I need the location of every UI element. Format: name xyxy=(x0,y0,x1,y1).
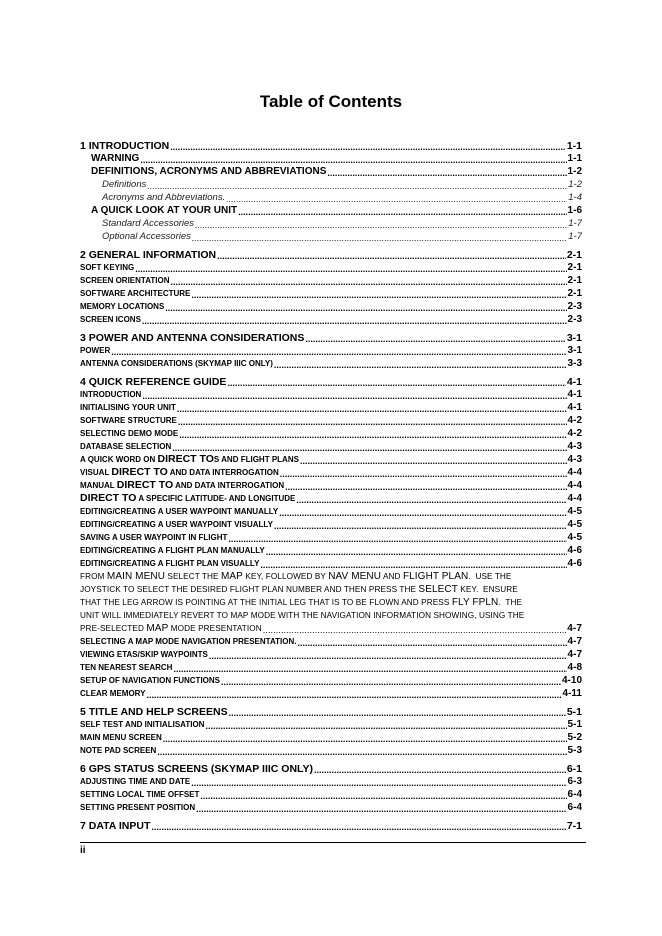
toc-entry-text: ANTENNA CONSIDERATIONS (SKYMAP IIIC ONLY) xyxy=(80,359,273,368)
toc-entry[interactable] xyxy=(80,557,582,570)
dot-leader xyxy=(217,251,566,261)
toc-page-number: 4-10 xyxy=(561,675,582,686)
toc-entry-text: 2 GENERAL INFORMATION xyxy=(80,249,217,261)
toc-page-number: 4-6 xyxy=(567,558,582,569)
toc-entry[interactable] xyxy=(80,453,582,466)
toc-page-number: 4-2 xyxy=(567,415,582,426)
toc-entry-text: INTRODUCTION xyxy=(80,390,142,399)
toc-entry-title xyxy=(80,466,279,479)
toc-entry-title xyxy=(80,763,313,775)
toc-entry[interactable] xyxy=(80,492,582,505)
toc-page-number: 5-1 xyxy=(566,706,582,718)
toc-paragraph-line xyxy=(80,583,582,596)
toc-entry[interactable] xyxy=(80,705,582,718)
toc-entry-text: Standard Accessories xyxy=(102,218,195,229)
toc-entry[interactable] xyxy=(80,674,582,687)
toc-entry-text: SOFTWARE ARCHITECTURE xyxy=(80,289,191,298)
toc-page-number: 2-1 xyxy=(566,249,582,261)
toc-entry[interactable] xyxy=(80,544,582,557)
toc-page-number: 1-7 xyxy=(568,218,582,229)
toc-entry-title xyxy=(80,820,150,832)
toc-page-number: 1-6 xyxy=(567,205,582,216)
toc-page-number: 4-7 xyxy=(567,636,582,647)
toc-page-number: 4-7 xyxy=(567,623,582,634)
toc-entry-text: VIEWING ETAS/SKIP WAYPOINTS xyxy=(80,650,208,659)
toc-entry[interactable] xyxy=(80,505,582,518)
toc-entry[interactable] xyxy=(80,718,582,731)
toc-entry-text: SAVING A USER WAYPOINT IN FLIGHT xyxy=(80,533,228,542)
paragraph-text: SELECT THE xyxy=(165,572,221,581)
dot-leader xyxy=(297,638,566,648)
toc-entry-title xyxy=(80,732,162,744)
paragraph-text: MODE PRESENTATION xyxy=(168,624,262,633)
toc-entry-text: EDITING/CREATING A FLIGHT PLAN VISUALLY xyxy=(80,559,260,568)
toc-entry-emphasis: DIRECT TO xyxy=(111,466,168,478)
dot-leader xyxy=(147,181,567,191)
toc-entry-text: CLEAR MEMORY xyxy=(80,689,146,698)
toc-page-number: 1-1 xyxy=(566,140,582,152)
toc-entry-title xyxy=(80,545,265,557)
toc-entry-text: POWER xyxy=(80,346,111,355)
toc-entry-title xyxy=(80,479,284,492)
toc-entry-title xyxy=(80,688,145,700)
toc-page-number: 4-5 xyxy=(567,519,582,530)
dot-leader xyxy=(111,347,566,357)
toc-entry-text: MANUAL xyxy=(80,481,117,490)
toc-entry[interactable] xyxy=(80,375,582,388)
toc-entry-title xyxy=(91,153,139,165)
toc-entry[interactable] xyxy=(80,261,582,274)
dot-leader xyxy=(260,560,566,570)
toc-entry-text: EDITING/CREATING A USER WAYPOINT VISUALLY xyxy=(80,520,273,529)
toc-page-number: 3-1 xyxy=(566,332,582,344)
toc-entry-title xyxy=(91,205,237,217)
toc-entry-title xyxy=(80,428,178,440)
toc-entry-title xyxy=(80,789,199,801)
toc-entry-text: SETTING PRESENT POSITION xyxy=(80,803,196,812)
toc-page-number: 5-3 xyxy=(567,745,582,756)
paragraph-emphasis: SELECT xyxy=(418,584,458,595)
toc-entry-text: Optional Accessories xyxy=(102,231,191,242)
toc-entry[interactable] xyxy=(80,217,582,230)
toc-page-number: 3-3 xyxy=(567,358,582,369)
toc-entry-title xyxy=(80,662,172,674)
toc-entry-text: Acronyms and Abbreviations. xyxy=(102,192,226,203)
toc-entry-title xyxy=(80,558,259,570)
toc-entry[interactable] xyxy=(80,661,582,674)
toc-page-number: 5-2 xyxy=(567,732,582,743)
toc-entry[interactable] xyxy=(80,518,582,531)
toc-entry[interactable] xyxy=(80,466,582,479)
toc-page-number: 1-1 xyxy=(567,153,582,164)
paragraph-text: KEY. ENSURE xyxy=(457,585,518,594)
toc-entry[interactable] xyxy=(80,331,582,344)
dot-leader xyxy=(266,547,567,557)
toc-entry-text: SELF TEST AND INITIALISATION xyxy=(80,720,205,729)
toc-entry[interactable] xyxy=(80,635,582,648)
toc-page-number: 6-4 xyxy=(567,802,582,813)
toc-entry-title xyxy=(80,441,171,453)
dot-leader xyxy=(205,721,566,731)
dot-leader xyxy=(285,482,566,492)
dot-leader xyxy=(151,822,565,832)
dot-leader xyxy=(163,734,567,744)
paragraph-emphasis: NAV MENU xyxy=(328,571,382,582)
paragraph-emphasis: FLIGHT PLAN xyxy=(402,571,469,582)
dot-leader xyxy=(172,443,566,453)
toc-entry-text: Definitions xyxy=(102,179,147,190)
toc-page-number: 4-2 xyxy=(567,428,582,439)
toc-entry-text: MAIN MENU SCREEN xyxy=(80,733,162,742)
toc-entry[interactable] xyxy=(80,801,582,814)
toc-entry-text: 4 QUICK REFERENCE GUIDE xyxy=(80,376,227,388)
dot-leader xyxy=(300,456,567,466)
dot-leader xyxy=(280,469,567,479)
toc-page-number: 6-4 xyxy=(567,789,582,800)
toc-entry-emphasis: DIRECT TO xyxy=(116,479,174,491)
toc-entry[interactable] xyxy=(80,178,582,191)
dot-leader xyxy=(226,194,567,204)
toc-entry-text: VISUAL xyxy=(80,468,112,477)
toc-entry-title xyxy=(80,275,169,287)
toc-entry[interactable] xyxy=(80,427,582,440)
toc-entry-text-rest: AND DATA INTERROGATION xyxy=(167,468,279,477)
toc-entry-text-rest: S AND FLIGHT PLANS xyxy=(213,455,299,464)
toc-entry[interactable] xyxy=(80,401,582,414)
toc-page-number: 1-2 xyxy=(568,179,582,190)
toc-page-number: 4-11 xyxy=(562,688,582,699)
dot-leader xyxy=(263,625,566,635)
paragraph-text: PRE-SELECTED xyxy=(80,624,147,633)
toc-entry-text: A QUICK WORD ON xyxy=(80,455,158,464)
dot-leader xyxy=(191,290,566,300)
toc-entry-title xyxy=(80,249,216,261)
toc-page-number: 4-5 xyxy=(567,532,582,543)
toc-entry-title xyxy=(80,492,295,505)
dot-leader xyxy=(170,142,566,152)
toc-page-number: 7-1 xyxy=(566,820,582,832)
page-title: Table of Contents xyxy=(259,92,403,111)
toc-entry[interactable] xyxy=(80,274,582,287)
dot-leader xyxy=(146,690,561,700)
toc-entry-title xyxy=(80,519,273,531)
toc-entry-text: SELECTING DEMO MODE xyxy=(80,429,179,438)
dot-leader xyxy=(279,508,566,518)
toc-entry[interactable] xyxy=(80,819,582,832)
toc-entry-text: SETTING LOCAL TIME OFFSET xyxy=(80,790,200,799)
dot-leader xyxy=(165,303,566,313)
dot-leader xyxy=(192,233,567,243)
toc-entry-title xyxy=(80,745,156,757)
paragraph-emphasis: FLY FPLN xyxy=(451,597,499,608)
toc-page-number: 2-3 xyxy=(567,314,582,325)
toc-page-number: 5-1 xyxy=(567,719,582,730)
toc-entry-title xyxy=(80,288,190,300)
toc-paragraph-line xyxy=(80,570,582,583)
toc-entry-text: SOFT KEYING xyxy=(80,263,135,272)
toc-page-number: 1-2 xyxy=(567,166,582,177)
toc-entry-title xyxy=(80,301,164,313)
toc-page-number: 1-7 xyxy=(568,231,582,242)
toc-entry-title xyxy=(80,402,176,414)
toc-entry-text: A QUICK LOOK AT YOUR UNIT xyxy=(91,205,238,216)
toc-paragraph-line xyxy=(80,609,582,622)
toc-entry-text-rest: A SPECIFIC LATITUDE- AND LONGITUDE xyxy=(136,494,296,503)
dot-leader xyxy=(177,404,567,414)
paragraph-text: KEY, FOLLOWED BY xyxy=(242,572,329,581)
toc-page-number: 4-3 xyxy=(567,454,582,465)
dot-leader xyxy=(195,220,567,230)
page-number: ii xyxy=(80,845,86,856)
toc-entry-text: INITIALISING YOUR UNIT xyxy=(80,403,176,412)
toc-entry-text: SCREEN ORIENTATION xyxy=(80,276,170,285)
toc-entry-text-rest: AND DATA INTERROGATION xyxy=(173,481,285,490)
toc-page-number: 4-4 xyxy=(567,493,582,504)
toc-entry-text: MEMORY LOCATIONS xyxy=(80,302,165,311)
toc-entry[interactable] xyxy=(80,414,582,427)
dot-leader xyxy=(173,664,566,674)
toc-entry-emphasis: DIRECT TO xyxy=(157,453,214,465)
toc-page-number: 4-1 xyxy=(567,389,582,400)
toc-entry[interactable] xyxy=(80,687,582,700)
toc-page-number: 4-8 xyxy=(567,662,582,673)
toc-page-number: 4-1 xyxy=(567,402,582,413)
toc-entry[interactable] xyxy=(80,388,582,401)
toc-entry-title xyxy=(80,453,299,466)
toc-page-number: 2-1 xyxy=(567,262,582,273)
paragraph-emphasis: MAP xyxy=(146,623,169,634)
dot-leader xyxy=(227,378,565,388)
toc-entry-title xyxy=(102,192,225,204)
dot-leader xyxy=(327,168,566,178)
toc-entry-title xyxy=(80,376,226,388)
toc-entry-title xyxy=(80,532,227,544)
footer-rule xyxy=(80,842,586,843)
toc-entry-text: SOFTWARE STRUCTURE xyxy=(80,416,177,425)
toc-entry[interactable] xyxy=(80,731,582,744)
toc-entry[interactable] xyxy=(80,313,582,326)
toc-entry[interactable] xyxy=(80,248,582,261)
toc-page-number: 2-1 xyxy=(567,275,582,286)
toc-entry-title xyxy=(80,314,141,326)
toc-entry[interactable] xyxy=(80,287,582,300)
dot-leader xyxy=(142,391,566,401)
toc-entry-title xyxy=(80,706,228,718)
toc-entry[interactable] xyxy=(80,152,582,165)
toc-list xyxy=(80,139,582,832)
dot-leader xyxy=(229,708,566,718)
toc-page-number: 6-3 xyxy=(567,776,582,787)
toc-entry[interactable] xyxy=(80,479,582,492)
toc-entry-text: 1 INTRODUCTION xyxy=(80,140,170,152)
toc-entry[interactable] xyxy=(80,230,582,243)
paragraph-text: THAT THE LEG ARROW IS POINTING AT THE INITIAL LEG THAT IS TO BE FLOWN AND PRESS xyxy=(80,598,452,607)
toc-entry-title xyxy=(80,262,134,274)
toc-entry-text: SETUP OF NAVIGATION FUNCTIONS xyxy=(80,676,221,685)
dot-leader xyxy=(191,778,566,788)
dot-leader xyxy=(140,155,566,165)
toc-entry[interactable] xyxy=(80,648,582,661)
paragraph-text: FROM xyxy=(80,572,107,581)
toc-entry-text: DEFINITIONS, ACRONYMS AND ABBREVIATIONS xyxy=(91,166,327,177)
toc-entry[interactable] xyxy=(80,165,582,178)
toc-page-number: 4-4 xyxy=(567,467,582,478)
dot-leader xyxy=(170,277,566,287)
toc-page-number: 4-3 xyxy=(567,441,582,452)
toc-entry-text: ADJUSTING TIME AND DATE xyxy=(80,777,191,786)
toc-entry-title xyxy=(80,506,278,518)
toc-page-number: 1-4 xyxy=(568,192,582,203)
dot-leader xyxy=(274,360,567,370)
toc-entry[interactable] xyxy=(80,344,582,357)
toc-entry-text: SCREEN ICONS xyxy=(80,315,141,324)
toc-entry-text: WARNING xyxy=(91,153,140,164)
toc-entry-text: EDITING/CREATING A FLIGHT PLAN MANUALLY xyxy=(80,546,265,555)
paragraph-emphasis: MAIN MENU xyxy=(106,571,166,582)
toc-entry-text: DATABASE SELECTION xyxy=(80,442,172,451)
toc-page-number: 6-1 xyxy=(566,763,582,775)
dot-leader xyxy=(179,430,566,440)
toc-entry-text: 7 DATA INPUT xyxy=(80,820,151,832)
toc-entry[interactable] xyxy=(80,788,582,801)
toc-entry-title xyxy=(80,776,190,788)
dot-leader xyxy=(178,417,567,427)
toc-page-number: 2-1 xyxy=(567,288,582,299)
toc-entry-title xyxy=(80,719,204,731)
dot-leader xyxy=(196,804,566,814)
toc-entry[interactable] xyxy=(80,440,582,453)
toc-entry-title xyxy=(80,649,208,661)
toc-page-number: 4-1 xyxy=(566,376,582,388)
toc-entry-title xyxy=(80,636,296,648)
dot-leader xyxy=(274,521,567,531)
toc-entry[interactable] xyxy=(80,300,582,313)
toc-entry-text: NOTE PAD SCREEN xyxy=(80,746,157,755)
paragraph-text: . THE xyxy=(498,598,523,607)
dot-leader xyxy=(228,534,566,544)
toc-paragraph-line xyxy=(80,596,582,609)
dot-leader xyxy=(238,207,566,217)
dot-leader xyxy=(209,651,567,661)
paragraph-text: AND xyxy=(381,572,403,581)
toc-entry-emphasis: DIRECT TO xyxy=(80,492,137,504)
toc-entry-title xyxy=(102,231,191,243)
toc-page-number: 2-3 xyxy=(567,301,582,312)
toc-entry[interactable] xyxy=(80,191,582,204)
toc-page-number: 3-1 xyxy=(567,345,582,356)
toc-entry[interactable] xyxy=(80,204,582,217)
toc-entry-title xyxy=(80,415,177,427)
toc-entry-title xyxy=(80,345,110,357)
toc-entry-title xyxy=(80,389,141,401)
toc-entry[interactable] xyxy=(80,531,582,544)
toc-entry-title xyxy=(80,675,220,687)
toc-entry-title xyxy=(80,332,304,344)
toc-page-number: 4-5 xyxy=(567,506,582,517)
dot-leader xyxy=(142,316,567,326)
toc-page-number: 4-4 xyxy=(567,480,582,491)
toc-entry[interactable] xyxy=(80,622,582,635)
dot-leader xyxy=(200,791,566,801)
toc-entry-text: 5 TITLE AND HELP SCREENS xyxy=(80,706,228,718)
toc-entry-title xyxy=(80,802,195,814)
paragraph-text: . USE THE xyxy=(468,572,512,581)
toc-entry-text: TEN NEAREST SEARCH xyxy=(80,663,173,672)
dot-leader xyxy=(135,264,566,274)
toc-entry[interactable] xyxy=(80,775,582,788)
toc-entry-text: 3 POWER AND ANTENNA CONSIDERATIONS xyxy=(80,332,305,344)
toc-entry-text: SELECTING A MAP MODE NAVIGATION PRESENTATION. xyxy=(80,637,297,646)
dot-leader xyxy=(296,495,566,505)
dot-leader xyxy=(157,747,566,757)
toc-entry-title xyxy=(80,140,169,152)
dot-leader xyxy=(221,677,561,687)
toc-entry-title xyxy=(91,166,326,178)
toc-entry[interactable] xyxy=(80,357,582,370)
toc-page-number: 4-7 xyxy=(567,649,582,660)
paragraph-text: UNIT WILL IMMEDIATELY REVERT TO MAP MODE WITH THE NAVIGATION INFORMATION SHOWING, USING THE xyxy=(80,611,525,620)
dot-leader xyxy=(314,765,566,775)
toc-entry-title xyxy=(102,218,194,230)
toc-entry-text: EDITING/CREATING A USER WAYPOINT MANUALLY xyxy=(80,507,279,516)
toc-entry-title xyxy=(80,358,273,370)
paragraph-emphasis: MAP xyxy=(220,571,243,582)
dot-leader xyxy=(305,334,565,344)
toc-page-number: 4-6 xyxy=(567,545,582,556)
toc-entry-text: 6 GPS STATUS SCREENS (SKYMAP IIIC ONLY) xyxy=(80,763,313,775)
toc-entry[interactable] xyxy=(80,744,582,757)
toc-entry[interactable] xyxy=(80,762,582,775)
paragraph-text: JOYSTICK TO SELECT THE DESIRED FLIGHT PLAN NUMBER AND THEN PRESS THE xyxy=(80,585,419,594)
toc-entry-title xyxy=(80,622,262,635)
toc-entry[interactable] xyxy=(80,139,582,152)
toc-entry-title xyxy=(102,179,146,191)
